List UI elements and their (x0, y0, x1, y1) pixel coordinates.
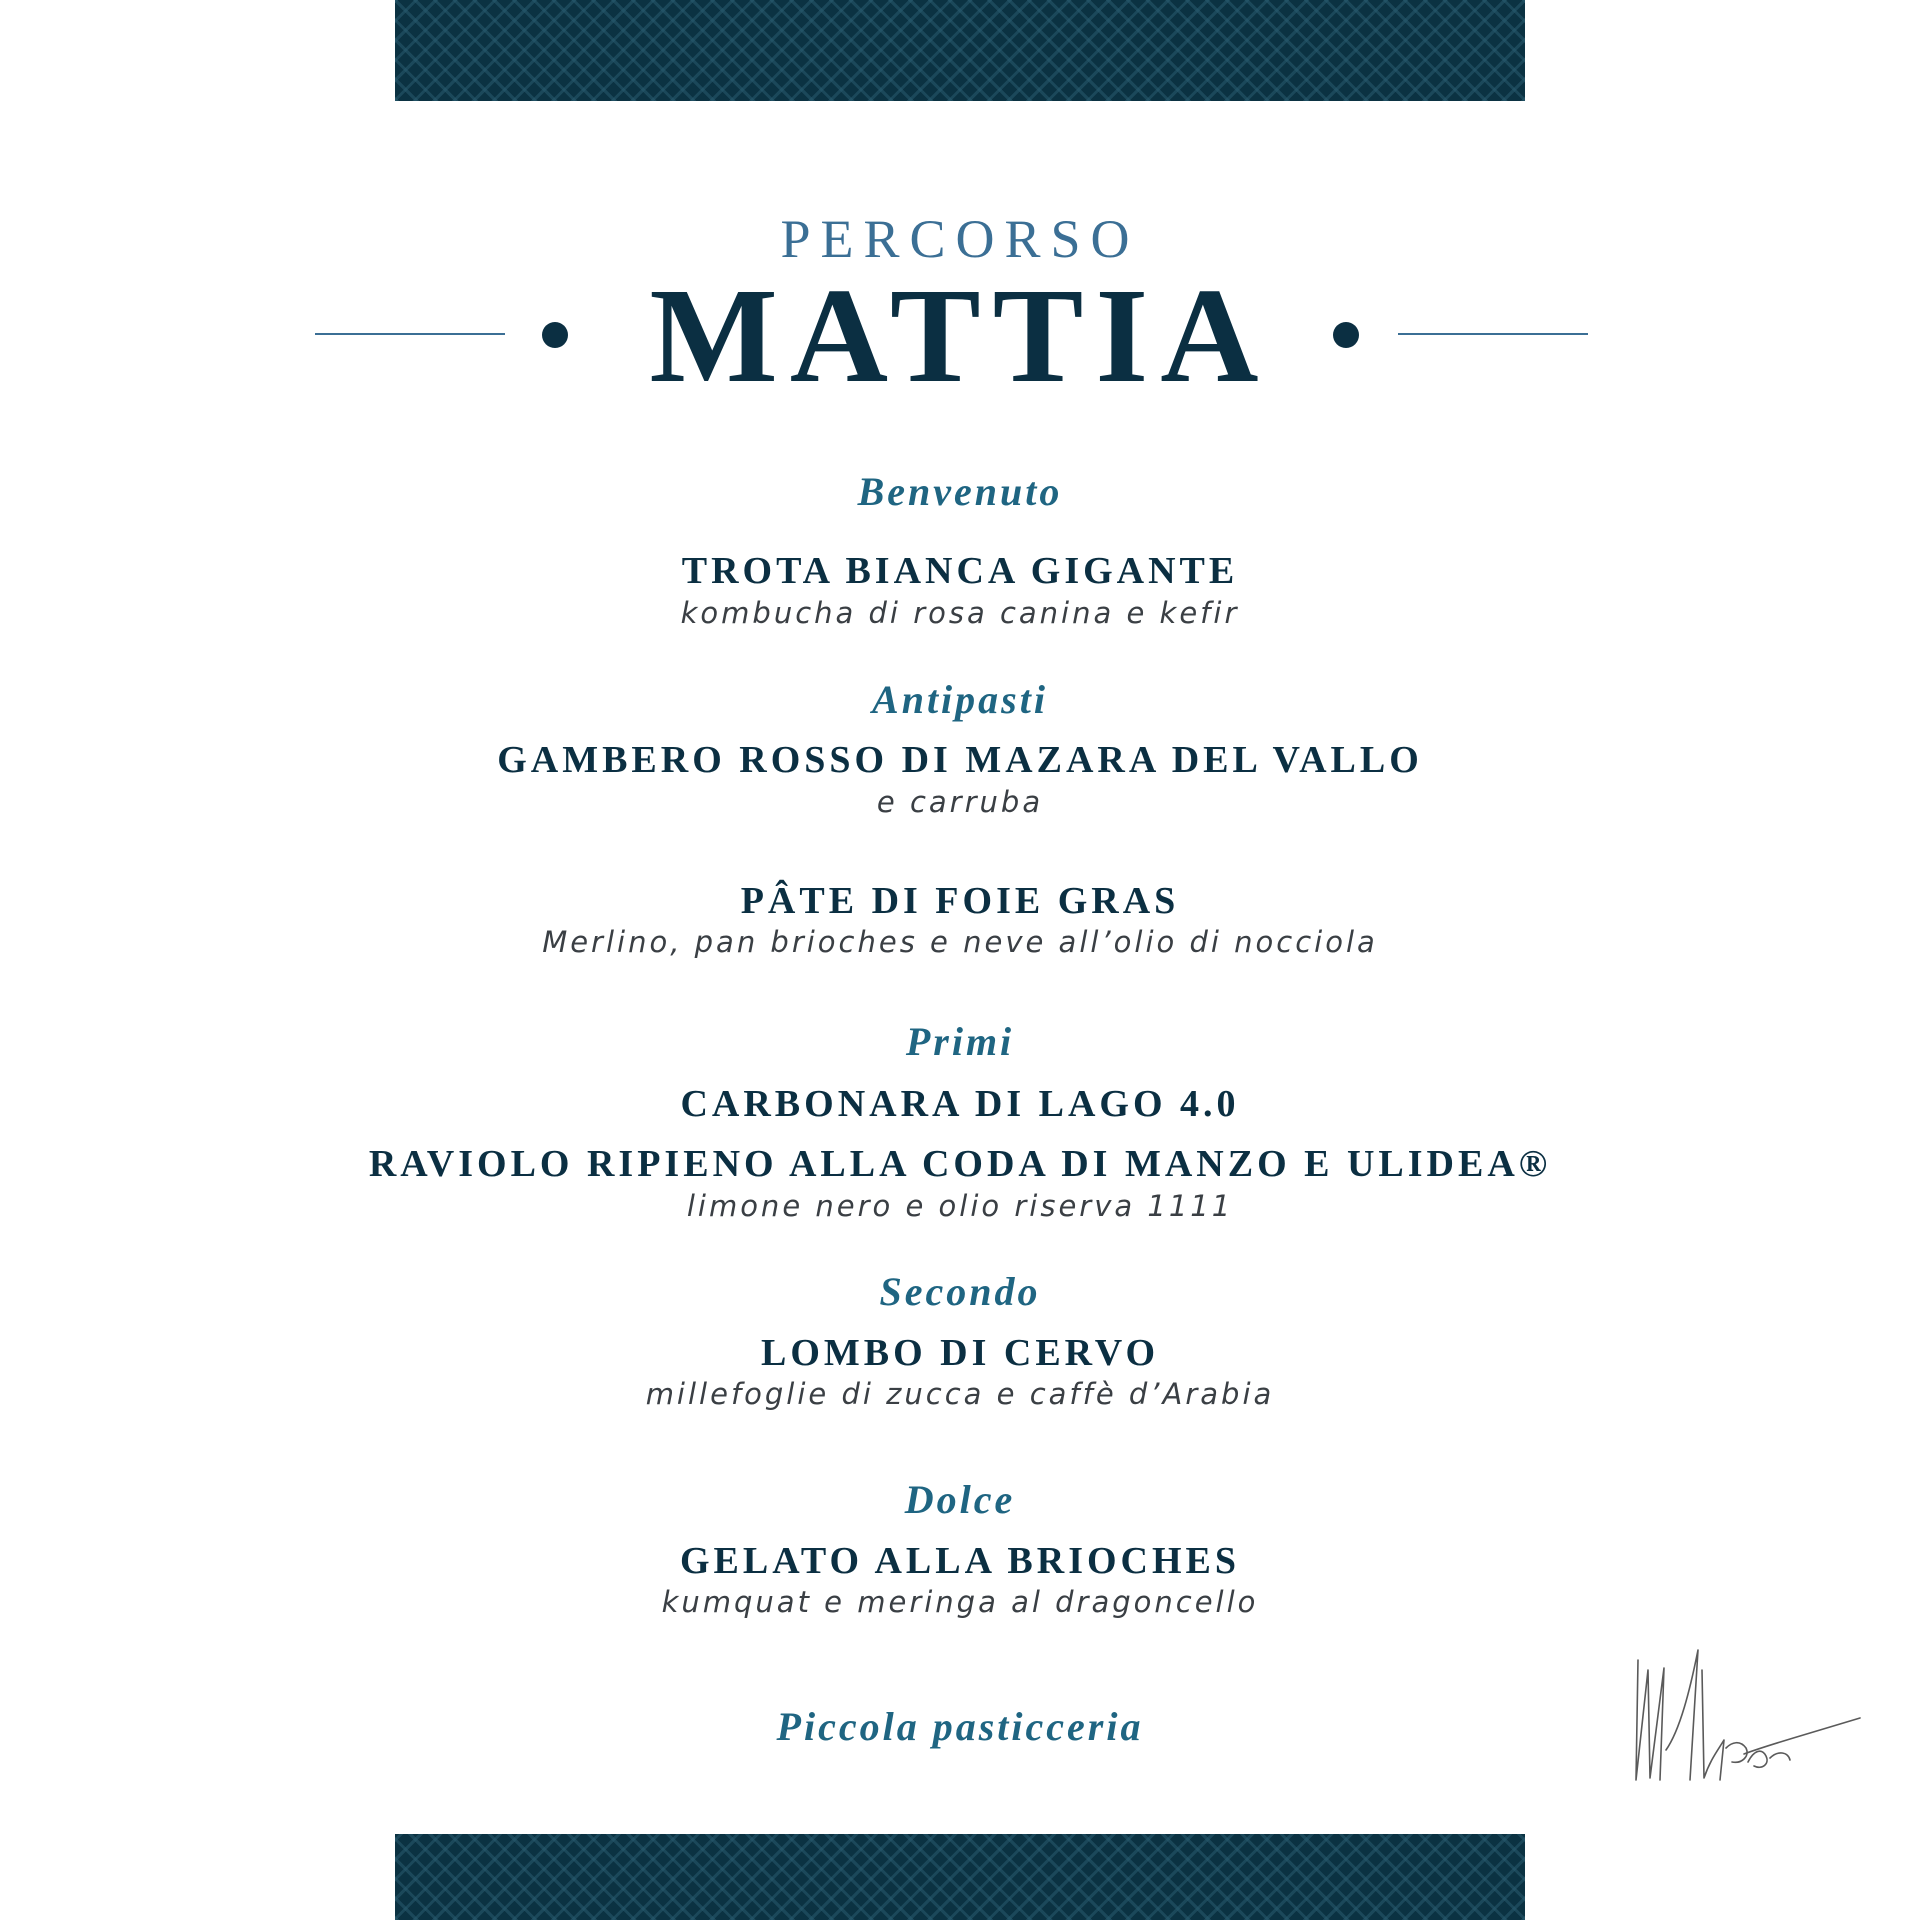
dish-name: RAVIOLO RIPIENO ALLA CODA DI MANZO E ULIDEA® (368, 1143, 1552, 1185)
chef-signature (1620, 1630, 1870, 1810)
section-antipasti: Antipasti (872, 677, 1048, 722)
dish-description: limone nero e olio riserva 1111 (686, 1189, 1234, 1223)
section-secondo: Secondo (879, 1269, 1041, 1314)
dish-description: e carruba (876, 785, 1044, 819)
title-rule-right (1398, 333, 1588, 335)
title-dot-right (1333, 322, 1359, 348)
menu-kicker: PERCORSO (780, 209, 1140, 269)
section-primi: Primi (905, 1019, 1015, 1064)
dish-name: PÂTE DI FOIE GRAS (740, 880, 1180, 922)
dish-description: Merlino, pan brioches e neve all’olio di nocciola (542, 925, 1378, 959)
dish-name: GAMBERO ROSSO DI MAZARA DEL VALLO (497, 739, 1423, 781)
dish-description: millefoglie di zucca e caffè d’Arabia (645, 1377, 1275, 1411)
dish-description: kumquat e meringa al dragoncello (661, 1585, 1259, 1619)
section-dolce: Dolce (904, 1477, 1016, 1522)
section-benvenuto: Benvenuto (857, 469, 1063, 514)
bottom-pattern-band (395, 1834, 1525, 1920)
dish-name: LOMBO DI CERVO (760, 1332, 1160, 1374)
dish-description: kombucha di rosa canina e kefir (680, 596, 1240, 630)
dish-name: CARBONARA DI LAGO 4.0 (680, 1083, 1240, 1125)
dish-name: GELATO ALLA BRIOCHES (679, 1540, 1241, 1582)
top-pattern-band (395, 0, 1525, 101)
dish-name: TROTA BIANCA GIGANTE (681, 550, 1239, 592)
menu-title: MATTIA (649, 261, 1271, 411)
section-piccola-pasticceria: Piccola pasticceria (776, 1704, 1144, 1749)
